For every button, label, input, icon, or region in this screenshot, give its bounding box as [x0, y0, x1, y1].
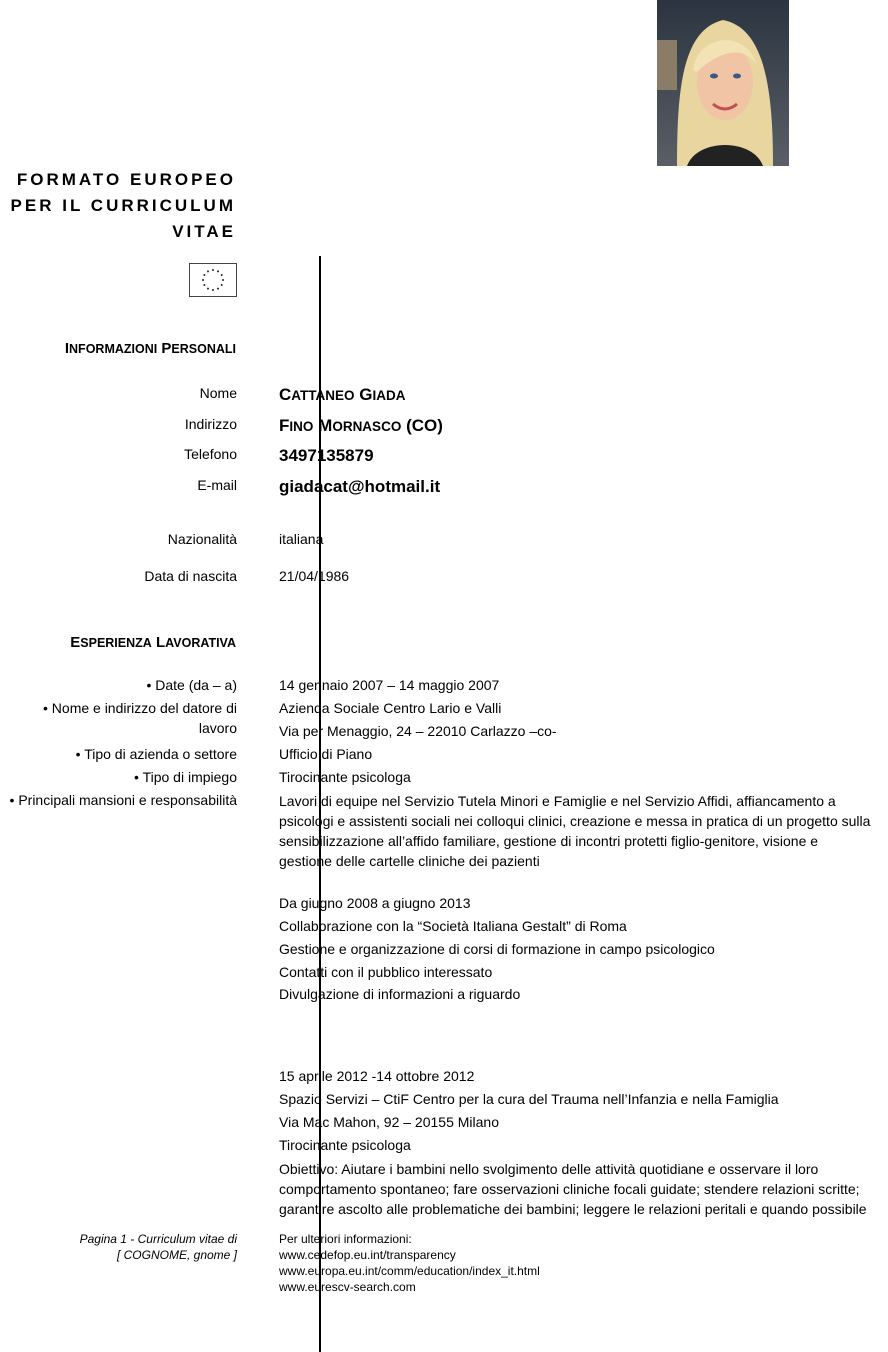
label-nascita: Data di nascita: [144, 568, 237, 584]
label-email: E-mail: [197, 477, 237, 493]
footer-page-line-2: [ COGNOME, gnome ]: [116, 1248, 237, 1262]
value-nascita: 21/04/1986: [279, 568, 350, 584]
footer-info-title: Per ulteriori informazioni:: [279, 1232, 412, 1246]
label-datore-2: lavoro: [198, 720, 237, 736]
job1-date: 14 gennaio 2007 – 14 maggio 2007: [279, 677, 500, 693]
footer-link-cedefop[interactable]: www.cedefop.eu.int/transparency: [279, 1248, 456, 1262]
footer-link-eurescv[interactable]: www.eurescv-search.com: [279, 1280, 416, 1294]
label-mansioni: • Principali mansioni e responsabilità: [9, 792, 237, 808]
footer-page-line-1: Pagina 1 - Curriculum vitae di: [79, 1232, 237, 1246]
footer-link-europa[interactable]: www.europa.eu.int/comm/education/index_it.html: [279, 1264, 540, 1278]
value-indirizzo: FINO MORNASCO (CO): [279, 416, 443, 435]
label-date: • Date (da – a): [146, 677, 237, 693]
job1-duties: Lavori di equipe nel Servizio Tutela Minori e Famiglie e nel Servizio Affidi, affiancamento a psicologi e assistenti sociali nei colloqui clinici, creazione e messa in pratica di un progetto sulla sensibilizzazione all’affido familiare, gestione di incontri protetti figlio-genitore, visione e gestione delle cartelle cliniche dei pazienti: [279, 793, 871, 869]
value-nome: CATTANEO GIADA: [279, 385, 406, 404]
job3-employer: Spazio Servizi – CtiF Centro per la cura del Trauma nell’Infanzia e nella Famiglia: [279, 1091, 779, 1107]
job3-duties: Obiettivo: Aiutare i bambini nello svolgimento delle attività quotidiane e osservare il loro comportamento spontaneo; fare osservazioni cliniche focali guidate; stendere relazioni scritte; garantire ascolto alle problematiche dei bambini; leggere le relazioni peritali e quando possibile: [279, 1161, 867, 1217]
section-title: INFORMAZIONI PERSONALI: [64, 340, 236, 357]
label-tipo-azienda: • Tipo di azienda o settore: [75, 746, 237, 762]
label-nome: Nome: [199, 385, 237, 401]
eu-flag-icon: [189, 263, 237, 297]
job2-line-4: Divulgazione di informazioni a riguardo: [279, 986, 521, 1002]
section-experience: [70, 634, 236, 651]
job3-date: 15 aprile 2012 -14 ottobre 2012: [279, 1068, 475, 1084]
section-personal-info: [65, 340, 236, 357]
job1-employer: Azienda Sociale Centro Lario e Valli: [279, 700, 502, 716]
job1-sector: Ufficio di Piano: [279, 746, 373, 762]
cv-title-line-1: FORMATO EUROPEO: [16, 170, 236, 189]
cv-title-line-3: VITAE: [172, 222, 236, 241]
value-nazionalita: italiana: [279, 531, 324, 547]
label-datore-1: • Nome e indirizzo del datore di: [43, 700, 237, 716]
label-tipo-impiego: • Tipo di impiego: [134, 769, 237, 785]
job2-line-3: Contatti con il pubblico interessato: [279, 964, 493, 980]
section-title: ESPERIENZA LAVORATIVA: [70, 634, 236, 651]
job2-date: Da giugno 2008 a giugno 2013: [279, 895, 471, 911]
job3-address: Via Mac Mahon, 92 – 20155 Milano: [279, 1114, 499, 1130]
label-telefono: Telefono: [184, 446, 237, 462]
job1-role: Tirocinante psicologa: [279, 769, 411, 785]
label-indirizzo: Indirizzo: [184, 416, 237, 432]
portrait-photo-icon: [657, 0, 789, 166]
cv-title-line-2: PER IL CURRICULUM: [10, 196, 236, 215]
footer-more-info: [279, 1231, 540, 1295]
job2-employer: Collaborazione con la “Società Italiana Gestalt” di Roma: [279, 918, 627, 934]
value-telefono: 3497135879: [279, 446, 374, 465]
job2-line-2: Gestione e organizzazione di corsi di formazione in campo psicologico: [279, 941, 715, 957]
job1-address: Via per Menaggio, 24 – 22010 Carlazzo –co-: [279, 723, 557, 739]
job3-role: Tirocinante psicologa: [279, 1137, 411, 1153]
label-nazionalita: Nazionalità: [167, 531, 237, 547]
footer-page-info: [80, 1231, 237, 1263]
value-email: giadacat@hotmail.it: [279, 477, 441, 496]
